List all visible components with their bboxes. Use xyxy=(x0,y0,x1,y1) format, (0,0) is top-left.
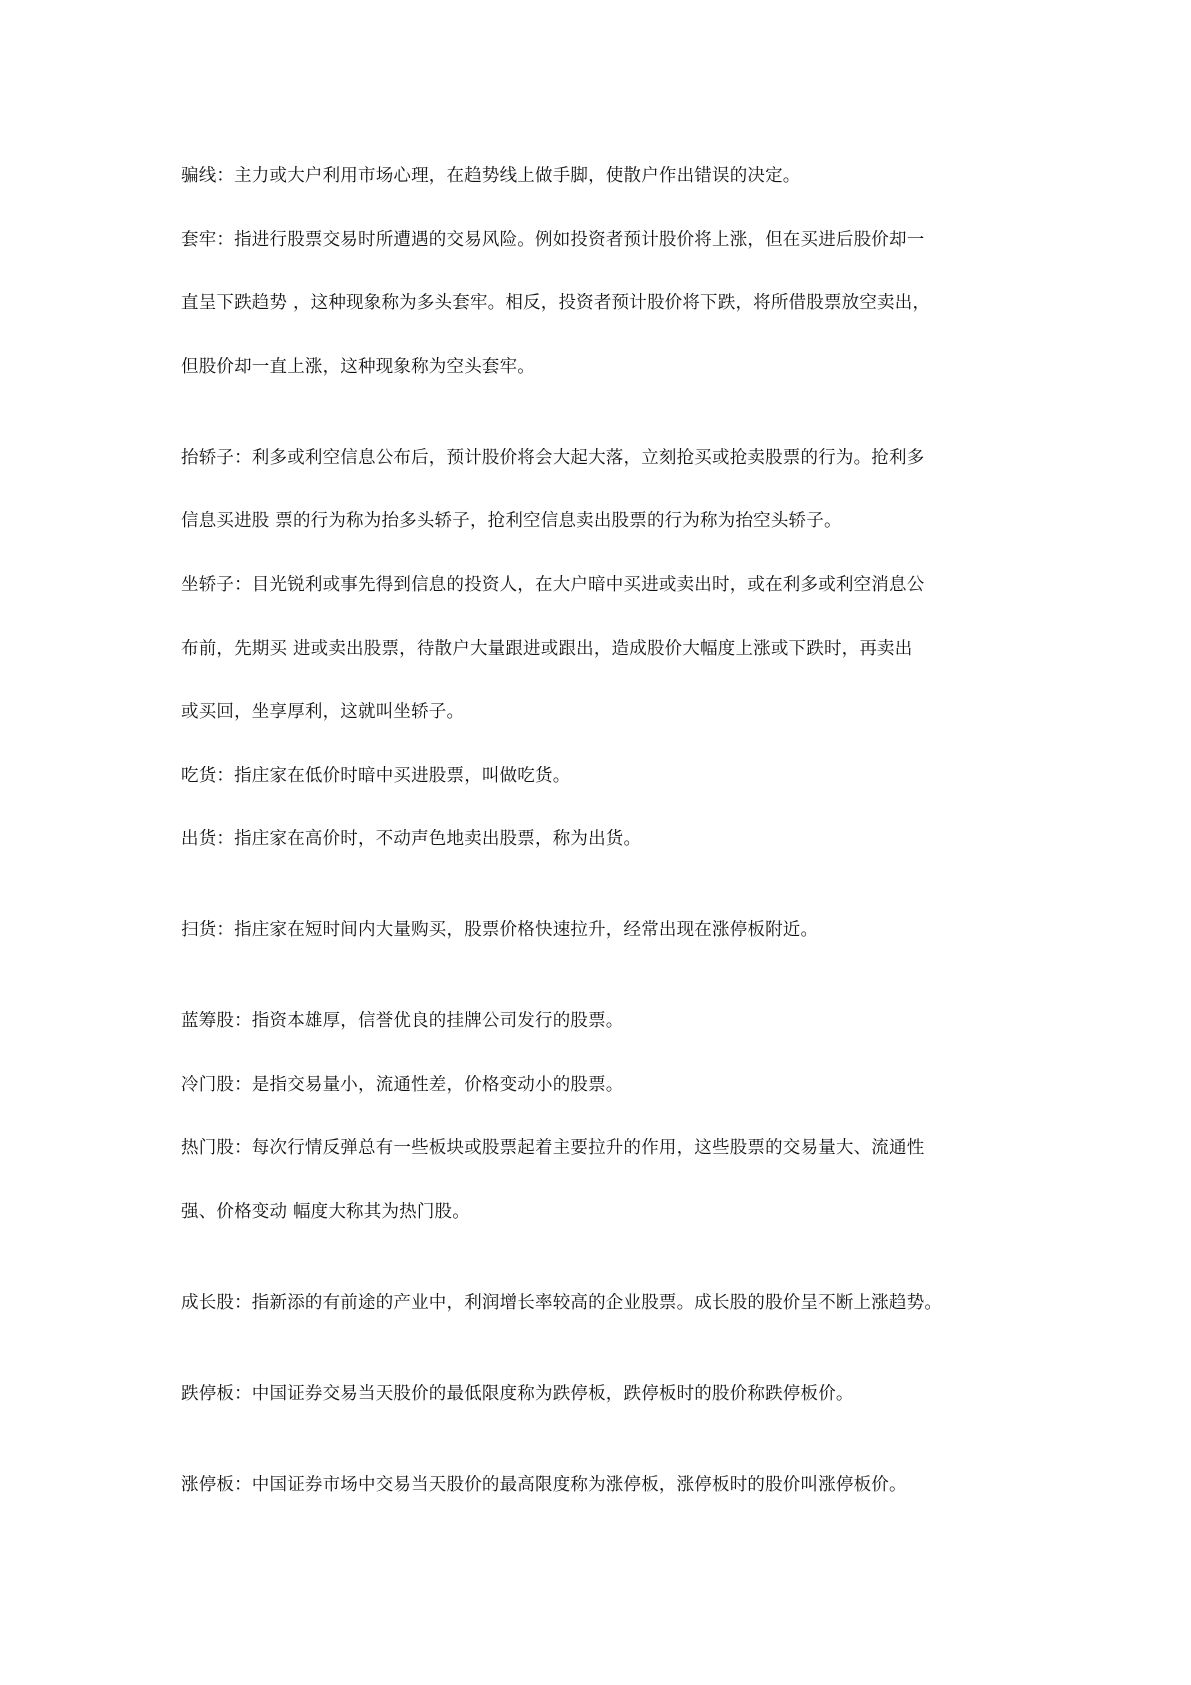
text-line: 坐轿子：目光锐利或事先得到信息的投资人，在大户暗中买进或卖出时，或在利多或利空消息公 xyxy=(181,575,925,595)
text-line: 信息买进股 票的行为称为抬多头轿子，抢利空信息卖出股票的行为称为抬空头轿子。 xyxy=(181,511,842,531)
text-line: 热门股：每次行情反弹总有一些板块或股票起着主要拉升的作用，这些股票的交易量大、流通性 xyxy=(181,1138,925,1158)
text-line: 蓝筹股：指资本雄厚，信誉优良的挂牌公司发行的股票。 xyxy=(181,1011,624,1031)
text-line: 冷门股：是指交易量小，流通性差，价格变动小的股票。 xyxy=(181,1075,624,1095)
text-line: 但股价却一直上涨，这种现象称为空头套牢。 xyxy=(181,357,535,377)
text-line: 涨停板：中国证券市场中交易当天股价的最高限度称为涨停板，涨停板时的股价叫涨停板价。 xyxy=(181,1475,907,1495)
text-line: 成长股：指新添的有前途的产业中，利润增长率较高的企业股票。成长股的股价呈不断上涨趋势。 xyxy=(181,1293,943,1313)
text-line: 扫货：指庄家在短时间内大量购买，股票价格快速拉升，经常出现在涨停板附近。 xyxy=(181,920,819,940)
text-line: 出货：指庄家在高价时，不动声色地卖出股票，称为出货。 xyxy=(181,829,642,849)
text-line: 骗线：主力或大户利用市场心理，在趋势线上做手脚，使散户作出错误的决定。 xyxy=(181,166,801,186)
text-line: 跌停板：中国证券交易当天股价的最低限度称为跌停板，跌停板时的股价称跌停板价。 xyxy=(181,1384,854,1404)
text-line: 吃货：指庄家在低价时暗中买进股票，叫做吃货。 xyxy=(181,766,571,786)
text-line: 强、价格变动 幅度大称其为热门股。 xyxy=(181,1202,470,1222)
text-line: 抬轿子：利多或利空信息公布后，预计股价将会大起大落，立刻抢买或抢卖股票的行为。抢利多 xyxy=(181,448,925,468)
text-line: 直呈下跌趋势 ，这种现象称为多头套牢。相反，投资者预计股价将下跌，将所借股票放空卖出， xyxy=(181,293,931,313)
text-line: 或买回，坐享厚利，这就叫坐轿子。 xyxy=(181,702,465,722)
text-line: 布前，先期买 进或卖出股票，待散户大量跟进或跟出，造成股价大幅度上涨或下跌时，再卖出 xyxy=(181,639,913,659)
text-line: 套牢：指进行股票交易时所遭遇的交易风险。例如投资者预计股价将上涨，但在买进后股价却一 xyxy=(181,230,925,250)
